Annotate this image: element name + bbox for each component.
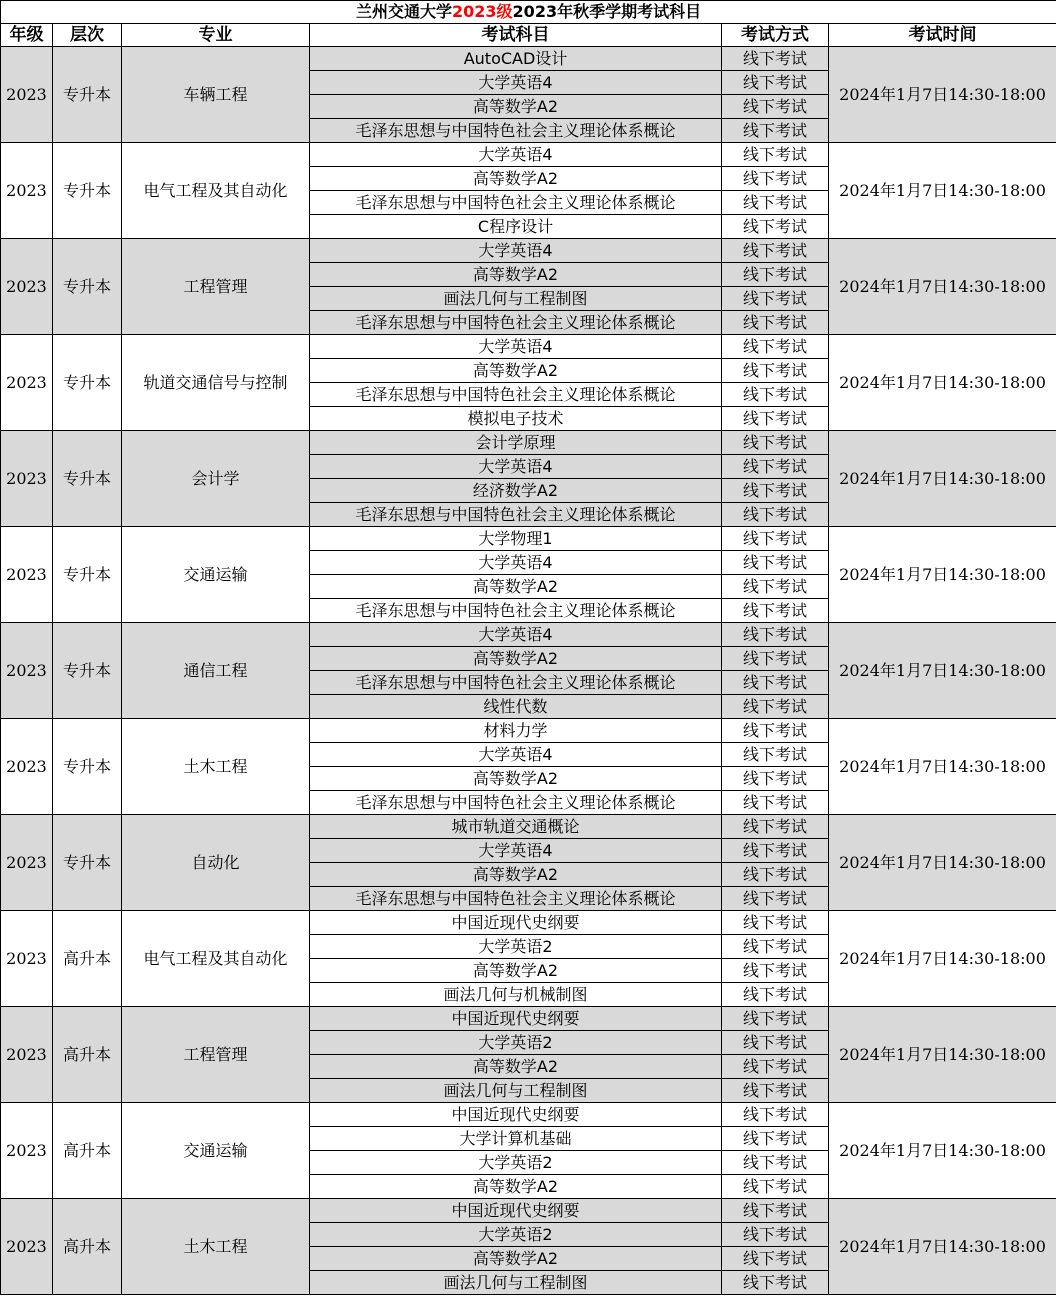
mode-cell: 线下考试 xyxy=(722,599,829,623)
mode-cell: 线下考试 xyxy=(722,1055,829,1079)
mode-cell: 线下考试 xyxy=(722,287,829,311)
mode-cell: 线下考试 xyxy=(722,503,829,527)
mode-cell: 线下考试 xyxy=(722,1247,829,1271)
level-cell: 专升本 xyxy=(53,335,122,431)
mode-cell: 线下考试 xyxy=(722,1151,829,1175)
subject-cell: 经济数学A2 xyxy=(310,479,722,503)
table-row xyxy=(1,815,1056,839)
mode-cell: 线下考试 xyxy=(722,1127,829,1151)
mode-cell: 线下考试 xyxy=(722,359,829,383)
grade-cell: 2023 xyxy=(1,911,53,1007)
level-cell: 专升本 xyxy=(53,527,122,623)
mode-cell: 线下考试 xyxy=(722,959,829,983)
header-time: 考试时间 xyxy=(829,24,1056,47)
subject-cell: 毛泽东思想与中国特色社会主义理论体系概论 xyxy=(310,887,722,911)
grade-cell: 2023 xyxy=(1,1007,53,1103)
subject-cell: 高等数学A2 xyxy=(310,959,722,983)
mode-cell: 线下考试 xyxy=(722,719,829,743)
subject-cell: 高等数学A2 xyxy=(310,167,722,191)
subject-cell: 画法几何与机械制图 xyxy=(310,983,722,1007)
mode-cell: 线下考试 xyxy=(722,1271,829,1295)
mode-cell: 线下考试 xyxy=(722,239,829,263)
mode-cell: 线下考试 xyxy=(722,767,829,791)
time-cell: 2024年1月7日14:30-18:00 xyxy=(829,431,1056,527)
table-row xyxy=(1,1103,1056,1127)
major-cell: 车辆工程 xyxy=(122,47,310,143)
subject-cell: 大学英语4 xyxy=(310,455,722,479)
level-cell: 专升本 xyxy=(53,815,122,911)
header-subject: 考试科目 xyxy=(310,24,722,47)
subject-cell: 大学英语2 xyxy=(310,1031,722,1055)
mode-cell: 线下考试 xyxy=(722,743,829,767)
subject-cell: C程序设计 xyxy=(310,215,722,239)
mode-cell: 线下考试 xyxy=(722,1223,829,1247)
major-cell: 工程管理 xyxy=(122,1007,310,1103)
table-row xyxy=(1,143,1056,167)
major-cell: 电气工程及其自动化 xyxy=(122,143,310,239)
major-cell: 电气工程及其自动化 xyxy=(122,911,310,1007)
subject-cell: 毛泽东思想与中国特色社会主义理论体系概论 xyxy=(310,383,722,407)
subject-cell: 高等数学A2 xyxy=(310,863,722,887)
mode-cell: 线下考试 xyxy=(722,551,829,575)
level-cell: 专升本 xyxy=(53,143,122,239)
header-major: 专业 xyxy=(122,24,310,47)
subject-cell: AutoCAD设计 xyxy=(310,47,722,71)
subject-cell: 高等数学A2 xyxy=(310,1055,722,1079)
subject-cell: 中国近现代史纲要 xyxy=(310,911,722,935)
subject-cell: 大学英语4 xyxy=(310,551,722,575)
level-cell: 专升本 xyxy=(53,47,122,143)
subject-cell: 毛泽东思想与中国特色社会主义理论体系概论 xyxy=(310,599,722,623)
table-row xyxy=(1,1199,1056,1223)
subject-cell: 高等数学A2 xyxy=(310,575,722,599)
subject-cell: 大学英语4 xyxy=(310,743,722,767)
time-cell: 2024年1月7日14:30-18:00 xyxy=(829,527,1056,623)
subject-cell: 高等数学A2 xyxy=(310,1247,722,1271)
grade-cell: 2023 xyxy=(1,47,53,143)
subject-cell: 大学英语4 xyxy=(310,143,722,167)
level-cell: 高升本 xyxy=(53,911,122,1007)
table-row xyxy=(1,719,1056,743)
mode-cell: 线下考试 xyxy=(722,167,829,191)
mode-cell: 线下考试 xyxy=(722,1199,829,1223)
title-part2: 2023年秋季学期考试科目 xyxy=(512,2,702,21)
grade-cell: 2023 xyxy=(1,719,53,815)
subject-cell: 模拟电子技术 xyxy=(310,407,722,431)
major-cell: 交通运输 xyxy=(122,1103,310,1199)
grade-cell: 2023 xyxy=(1,815,53,911)
table-row xyxy=(1,623,1056,647)
mode-cell: 线下考试 xyxy=(722,1031,829,1055)
level-cell: 专升本 xyxy=(53,623,122,719)
time-cell: 2024年1月7日14:30-18:00 xyxy=(829,719,1056,815)
subject-cell: 中国近现代史纲要 xyxy=(310,1199,722,1223)
page-title xyxy=(1,1,1056,24)
grade-cell: 2023 xyxy=(1,239,53,335)
mode-cell: 线下考试 xyxy=(722,47,829,71)
grade-cell: 2023 xyxy=(1,431,53,527)
table-row xyxy=(1,527,1056,551)
subject-cell: 高等数学A2 xyxy=(310,647,722,671)
mode-cell: 线下考试 xyxy=(722,143,829,167)
subject-cell: 高等数学A2 xyxy=(310,95,722,119)
subject-cell: 大学英语2 xyxy=(310,935,722,959)
subject-cell: 大学英语4 xyxy=(310,71,722,95)
level-cell: 专升本 xyxy=(53,719,122,815)
subject-cell: 中国近现代史纲要 xyxy=(310,1007,722,1031)
time-cell: 2024年1月7日14:30-18:00 xyxy=(829,47,1056,143)
time-cell: 2024年1月7日14:30-18:00 xyxy=(829,1199,1056,1295)
mode-cell: 线下考试 xyxy=(722,479,829,503)
major-cell: 工程管理 xyxy=(122,239,310,335)
level-cell: 专升本 xyxy=(53,431,122,527)
level-cell: 高升本 xyxy=(53,1199,122,1295)
time-cell: 2024年1月7日14:30-18:00 xyxy=(829,143,1056,239)
mode-cell: 线下考试 xyxy=(722,1007,829,1031)
mode-cell: 线下考试 xyxy=(722,455,829,479)
header-grade: 年级 xyxy=(1,24,53,47)
header-level: 层次 xyxy=(53,24,122,47)
subject-cell: 画法几何与工程制图 xyxy=(310,287,722,311)
header-row xyxy=(1,24,1056,47)
mode-cell: 线下考试 xyxy=(722,623,829,647)
level-cell: 高升本 xyxy=(53,1103,122,1199)
subject-cell: 高等数学A2 xyxy=(310,767,722,791)
title-part1: 兰州交通大学 xyxy=(355,2,452,21)
level-cell: 高升本 xyxy=(53,1007,122,1103)
grade-cell: 2023 xyxy=(1,143,53,239)
mode-cell: 线下考试 xyxy=(722,935,829,959)
table-row xyxy=(1,239,1056,263)
grade-cell: 2023 xyxy=(1,1199,53,1295)
time-cell: 2024年1月7日14:30-18:00 xyxy=(829,815,1056,911)
exam-table-body xyxy=(1,1,1056,1295)
title-row xyxy=(1,1,1056,24)
grade-cell: 2023 xyxy=(1,335,53,431)
mode-cell: 线下考试 xyxy=(722,575,829,599)
mode-cell: 线下考试 xyxy=(722,695,829,719)
mode-cell: 线下考试 xyxy=(722,407,829,431)
subject-cell: 大学物理1 xyxy=(310,527,722,551)
table-row xyxy=(1,335,1056,359)
mode-cell: 线下考试 xyxy=(722,311,829,335)
time-cell: 2024年1月7日14:30-18:00 xyxy=(829,239,1056,335)
mode-cell: 线下考试 xyxy=(722,983,829,1007)
subject-cell: 城市轨道交通概论 xyxy=(310,815,722,839)
time-cell: 2024年1月7日14:30-18:00 xyxy=(829,335,1056,431)
mode-cell: 线下考试 xyxy=(722,383,829,407)
major-cell: 土木工程 xyxy=(122,1199,310,1295)
subject-cell: 大学英语2 xyxy=(310,1223,722,1247)
mode-cell: 线下考试 xyxy=(722,791,829,815)
mode-cell: 线下考试 xyxy=(722,671,829,695)
major-cell: 交通运输 xyxy=(122,527,310,623)
subject-cell: 高等数学A2 xyxy=(310,1175,722,1199)
mode-cell: 线下考试 xyxy=(722,887,829,911)
major-cell: 会计学 xyxy=(122,431,310,527)
subject-cell: 画法几何与工程制图 xyxy=(310,1271,722,1295)
mode-cell: 线下考试 xyxy=(722,71,829,95)
subject-cell: 毛泽东思想与中国特色社会主义理论体系概论 xyxy=(310,119,722,143)
subject-cell: 线性代数 xyxy=(310,695,722,719)
time-cell: 2024年1月7日14:30-18:00 xyxy=(829,1103,1056,1199)
subject-cell: 大学英语2 xyxy=(310,1151,722,1175)
mode-cell: 线下考试 xyxy=(722,431,829,455)
mode-cell: 线下考试 xyxy=(722,263,829,287)
header-mode: 考试方式 xyxy=(722,24,829,47)
table-row xyxy=(1,47,1056,71)
major-cell: 自动化 xyxy=(122,815,310,911)
mode-cell: 线下考试 xyxy=(722,1103,829,1127)
grade-cell: 2023 xyxy=(1,1103,53,1199)
mode-cell: 线下考试 xyxy=(722,191,829,215)
table-row xyxy=(1,1007,1056,1031)
mode-cell: 线下考试 xyxy=(722,95,829,119)
mode-cell: 线下考试 xyxy=(722,1175,829,1199)
subject-cell: 材料力学 xyxy=(310,719,722,743)
subject-cell: 高等数学A2 xyxy=(310,263,722,287)
table-row xyxy=(1,911,1056,935)
subject-cell: 大学计算机基础 xyxy=(310,1127,722,1151)
level-cell: 专升本 xyxy=(53,239,122,335)
mode-cell: 线下考试 xyxy=(722,1079,829,1103)
grade-cell: 2023 xyxy=(1,623,53,719)
time-cell: 2024年1月7日14:30-18:00 xyxy=(829,1007,1056,1103)
subject-cell: 毛泽东思想与中国特色社会主义理论体系概论 xyxy=(310,791,722,815)
major-cell: 轨道交通信号与控制 xyxy=(122,335,310,431)
major-cell: 土木工程 xyxy=(122,719,310,815)
mode-cell: 线下考试 xyxy=(722,119,829,143)
mode-cell: 线下考试 xyxy=(722,215,829,239)
subject-cell: 画法几何与工程制图 xyxy=(310,1079,722,1103)
major-cell: 通信工程 xyxy=(122,623,310,719)
time-cell: 2024年1月7日14:30-18:00 xyxy=(829,911,1056,1007)
subject-cell: 毛泽东思想与中国特色社会主义理论体系概论 xyxy=(310,503,722,527)
grade-cell: 2023 xyxy=(1,527,53,623)
mode-cell: 线下考试 xyxy=(722,647,829,671)
mode-cell: 线下考试 xyxy=(722,335,829,359)
subject-cell: 毛泽东思想与中国特色社会主义理论体系概论 xyxy=(310,191,722,215)
subject-cell: 会计学原理 xyxy=(310,431,722,455)
mode-cell: 线下考试 xyxy=(722,863,829,887)
mode-cell: 线下考试 xyxy=(722,839,829,863)
subject-cell: 毛泽东思想与中国特色社会主义理论体系概论 xyxy=(310,311,722,335)
subject-cell: 毛泽东思想与中国特色社会主义理论体系概论 xyxy=(310,671,722,695)
subject-cell: 大学英语4 xyxy=(310,335,722,359)
table-row xyxy=(1,431,1056,455)
mode-cell: 线下考试 xyxy=(722,527,829,551)
subject-cell: 大学英语4 xyxy=(310,839,722,863)
title-highlight: 2023级 xyxy=(452,2,513,21)
subject-cell: 高等数学A2 xyxy=(310,359,722,383)
time-cell: 2024年1月7日14:30-18:00 xyxy=(829,623,1056,719)
subject-cell: 大学英语4 xyxy=(310,239,722,263)
mode-cell: 线下考试 xyxy=(722,911,829,935)
subject-cell: 大学英语4 xyxy=(310,623,722,647)
mode-cell: 线下考试 xyxy=(722,815,829,839)
subject-cell: 中国近现代史纲要 xyxy=(310,1103,722,1127)
